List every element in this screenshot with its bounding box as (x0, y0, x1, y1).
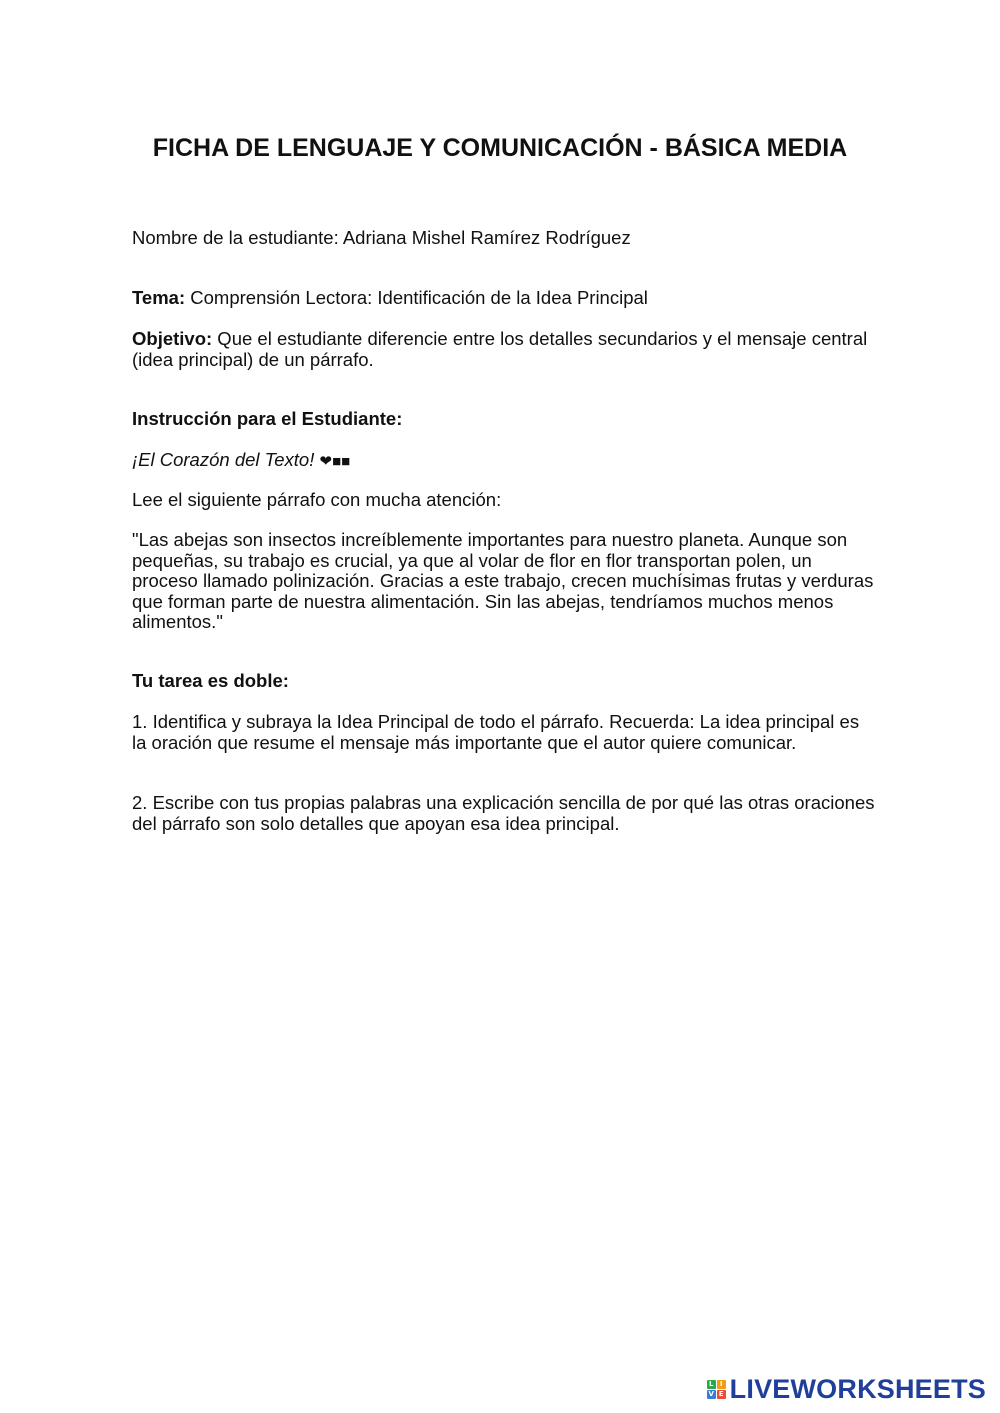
page-title: FICHA DE LENGUAJE Y COMUNICACIÓN - BÁSICA MEDIA (152, 134, 848, 162)
objetivo-label: Objetivo: (132, 328, 213, 349)
objetivo-line (132, 329, 877, 370)
student-name-line: Nombre de la estudiante: Adriana Mishel Ramírez Rodríguez (132, 227, 631, 248)
instruction-heading: Instrucción para el Estudiante: (132, 408, 403, 429)
logo-mark-cell: E (717, 1390, 726, 1399)
logo-mark-icon (707, 1380, 726, 1399)
liveworksheets-logo (707, 1374, 986, 1404)
tema-line (132, 288, 877, 309)
logo-mark-cell: V (708, 1389, 714, 1398)
read-prompt: Lee el siguiente párrafo con mucha atención: (132, 489, 502, 510)
subtitle-text: ¡El Corazón del Texto! (132, 449, 315, 470)
objetivo-text: Que el estudiante diferencie entre los detalles secundarios y el mensaje central (idea principal) de un párrafo. (132, 328, 868, 370)
logo-mark-cell: L (707, 1380, 716, 1389)
task-heading: Tu tarea es doble: (132, 670, 289, 691)
reading-paragraph: "Las abejas son insectos increíblemente importantes para nuestro planeta. Aunque son pequeñas, su trabajo es crucial, ya que al volar de flor en flor transportan polen, un proceso llamado polinización. Gracias a este trabajo, crecen muchísimas frutas y verduras que forman parte de nuestra alimentación. Sin las abejas, tendríamos muchos menos alimentos." (132, 529, 874, 632)
logo-mark-cell: I (717, 1380, 726, 1389)
heart-icon: ❤■■ (319, 453, 351, 470)
task-1: 1. Identifica y subraya la Idea Principal de todo el párrafo. Recuerda: La idea principal es la oración que resume el mensaje más importante que el autor quiere comunicar. (132, 711, 860, 753)
subtitle-line (132, 450, 877, 473)
tema-text: Comprensión Lectora: Identificación de la Idea Principal (185, 287, 648, 308)
logo-text: LIVEWORKSHEETS (729, 1373, 986, 1404)
tema-label: Tema: (132, 287, 186, 308)
task-2: 2. Escribe con tus propias palabras una explicación sencilla de por qué las otras oraciones del párrafo son solo detalles que apoyan esa idea principal. (132, 792, 875, 834)
